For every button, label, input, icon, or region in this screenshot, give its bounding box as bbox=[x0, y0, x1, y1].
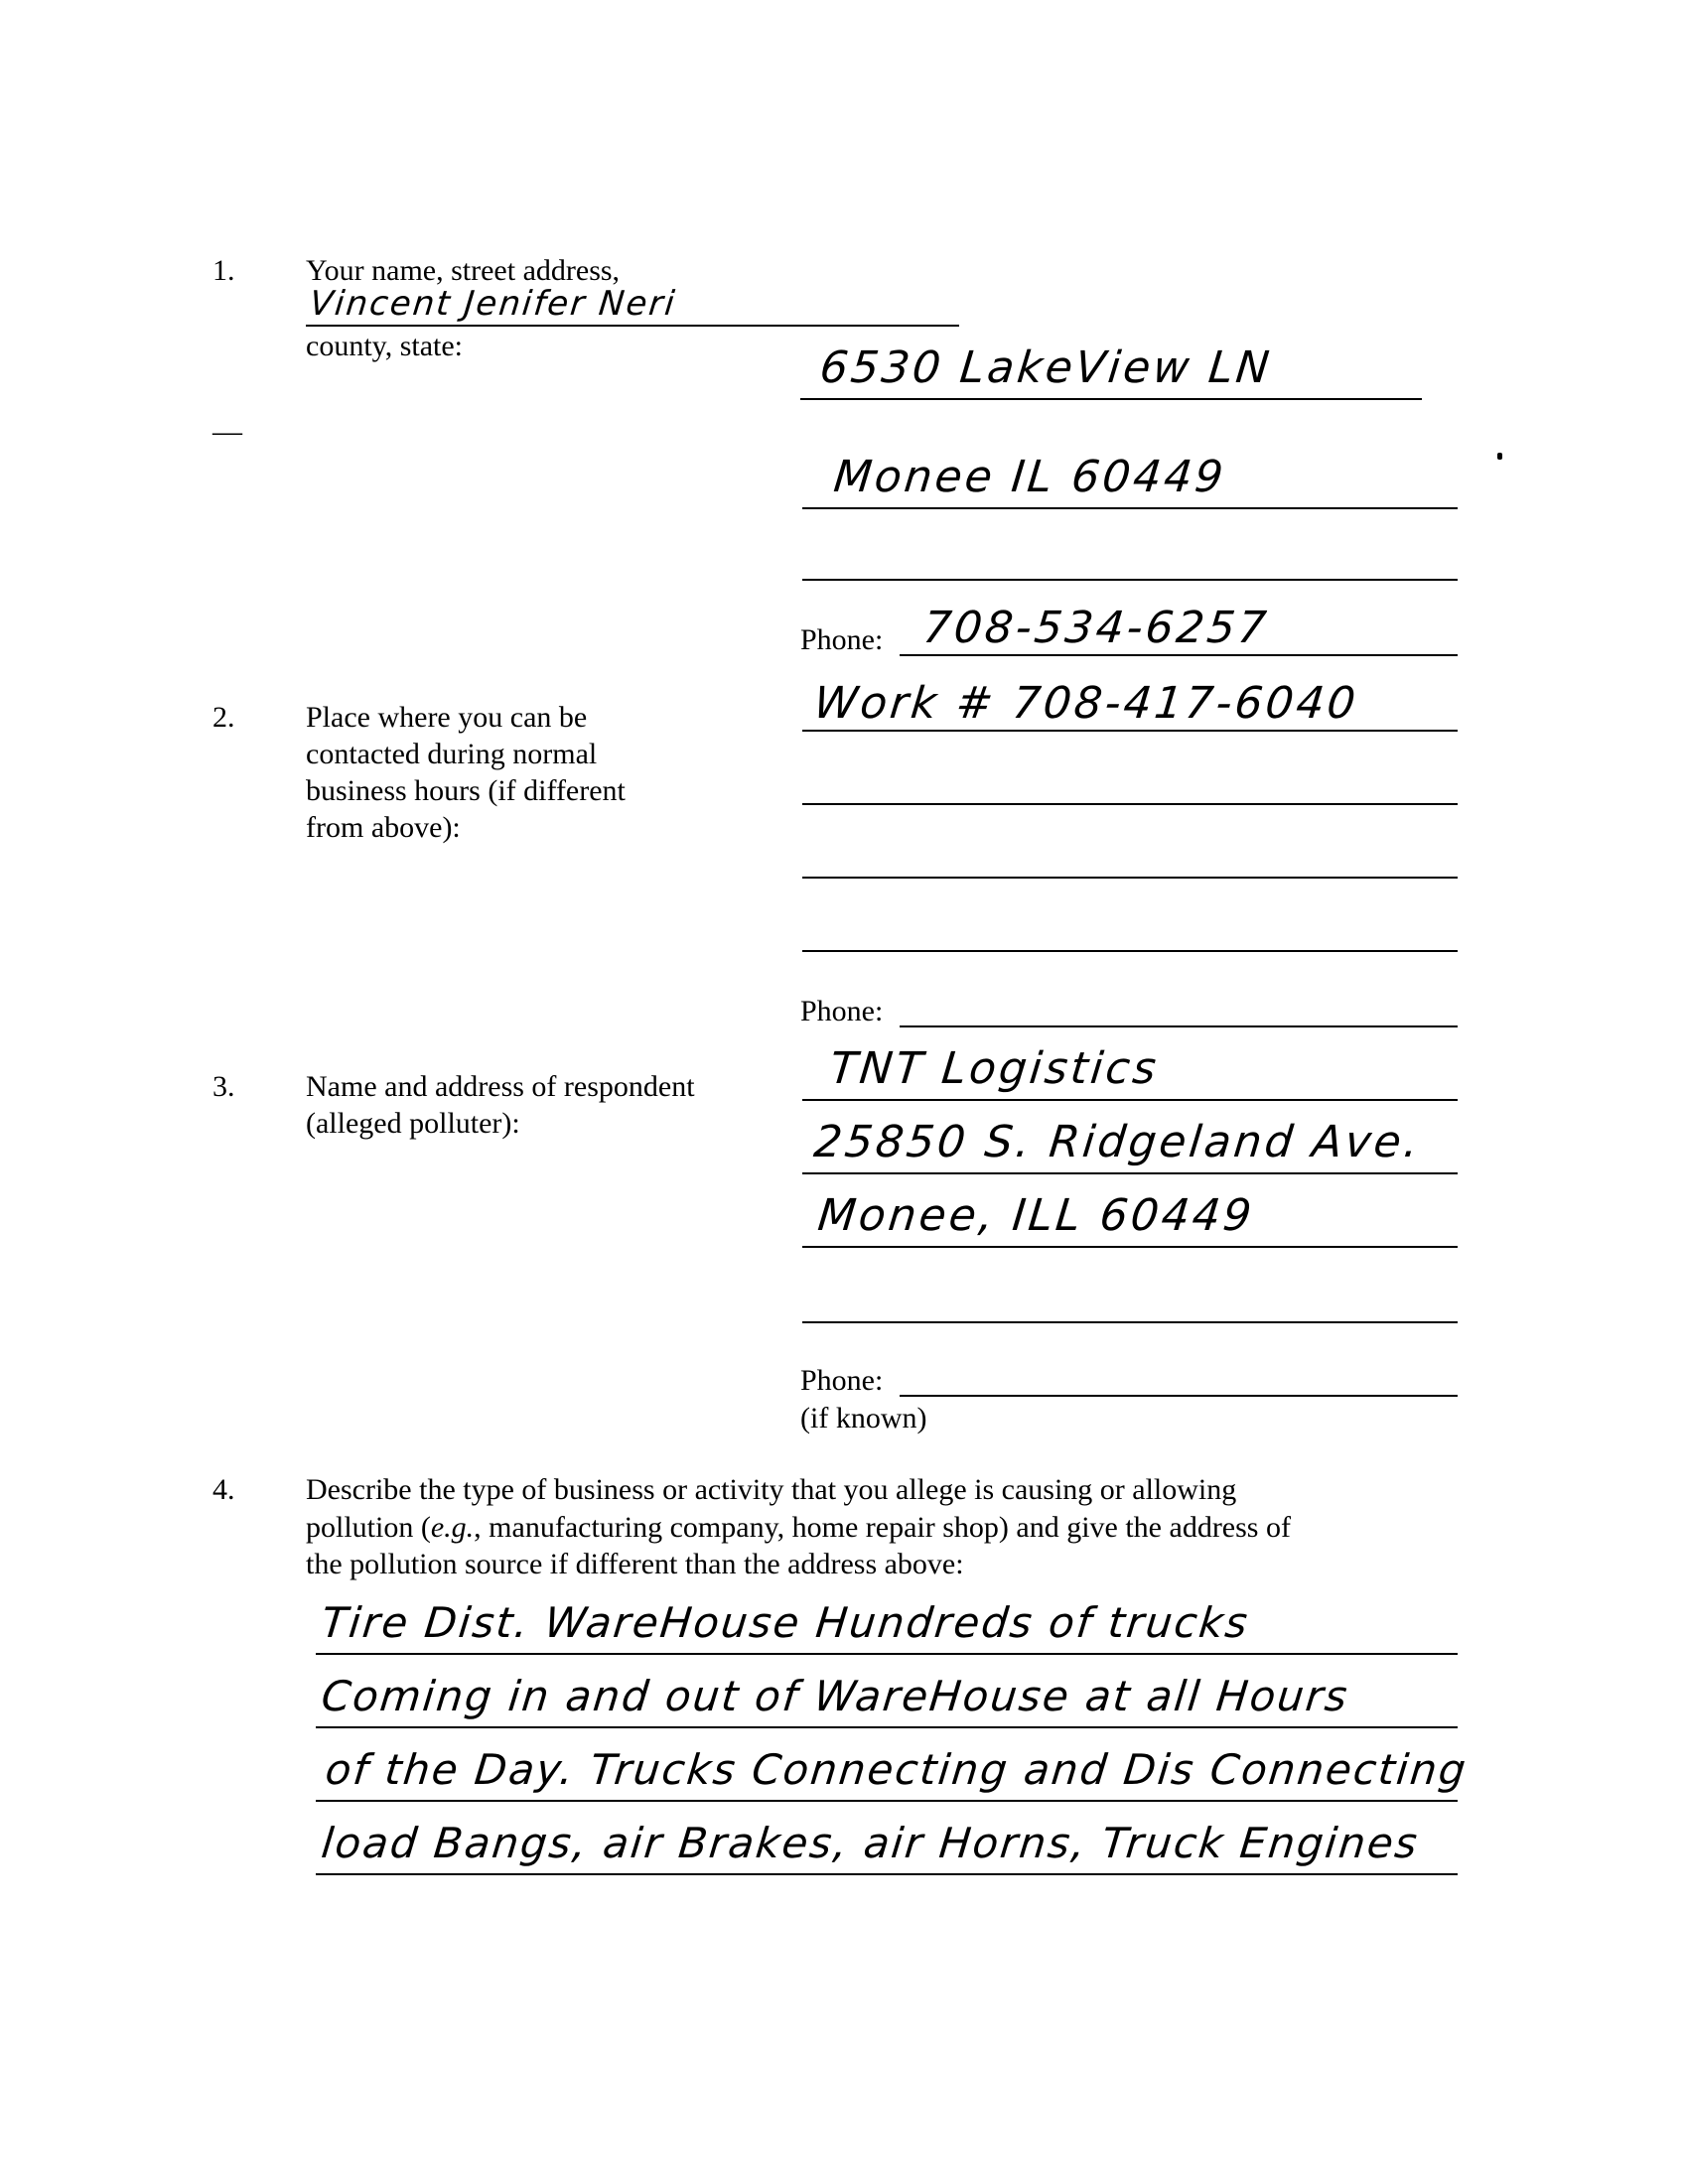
q4-answer-rule3 bbox=[316, 1800, 1458, 1802]
q4-prompt-line3: the pollution source if different than the address above: bbox=[306, 1548, 964, 1580]
q1-address-line1[interactable]: 6530 LakeView LN bbox=[817, 342, 1275, 393]
q1-dash: — bbox=[212, 415, 242, 448]
q3-phone-rule bbox=[900, 1395, 1458, 1397]
q1-address-line2[interactable]: Monee IL 60449 bbox=[831, 452, 1229, 502]
q3-respondent-rule4 bbox=[802, 1321, 1458, 1323]
q2-number: 2. bbox=[212, 701, 235, 734]
q4-answer-rule1 bbox=[316, 1653, 1458, 1655]
q1-name-rule bbox=[306, 325, 959, 327]
q1-address-rule3 bbox=[802, 579, 1458, 581]
q4-answer-rule4 bbox=[316, 1873, 1458, 1875]
q4-prompt-line2-pre: pollution ( bbox=[306, 1511, 431, 1544]
q3-number: 3. bbox=[212, 1070, 235, 1103]
q1-phone-label: Phone: bbox=[800, 623, 884, 656]
q4-prompt-line2 bbox=[306, 1509, 1291, 1546]
q3-respondent-rule2 bbox=[802, 1172, 1458, 1174]
q3-label-line2: (alleged polluter): bbox=[306, 1107, 520, 1140]
q1-phone-rule bbox=[900, 654, 1458, 656]
q1-address-rule1 bbox=[800, 398, 1422, 400]
q3-respondent-line1[interactable]: TNT Logistics bbox=[827, 1043, 1162, 1094]
q4-prompt-line2-post: , manufacturing company, home repair shop) and give the address of bbox=[474, 1511, 1291, 1544]
q3-respondent-line2[interactable]: 25850 S. Ridgeland Ave. bbox=[811, 1117, 1424, 1167]
q3-respondent-line3[interactable]: Monee, ILL 60449 bbox=[815, 1190, 1257, 1241]
q1-name-value[interactable]: Vincent Jenifer Neri bbox=[307, 284, 679, 324]
q3-respondent-rule1 bbox=[802, 1099, 1458, 1101]
q3-phone-label: Phone: bbox=[800, 1364, 884, 1397]
q2-contact-rule2 bbox=[802, 803, 1458, 805]
q4-answer-line2[interactable]: Coming in and out of WareHouse at all Hours bbox=[319, 1672, 1351, 1720]
q4-answer-rule2 bbox=[316, 1726, 1458, 1728]
q2-contact-line1[interactable]: Work # 708-417-6040 bbox=[811, 678, 1361, 729]
q2-contact-rule4 bbox=[802, 950, 1458, 952]
q4-answer-line4[interactable]: load Bangs, air Brakes, air Horns, Truck Engines bbox=[319, 1819, 1422, 1867]
q1-number: 1. bbox=[212, 254, 235, 287]
stray-mark bbox=[1497, 453, 1502, 460]
q1-label-line1: Your name, street address, bbox=[306, 254, 621, 287]
q2-contact-rule1 bbox=[802, 730, 1458, 732]
q3-phone-note: (if known) bbox=[800, 1402, 927, 1434]
q1-label-line2: county, state: bbox=[306, 330, 464, 362]
q1-address-rule2 bbox=[802, 507, 1458, 509]
q2-phone-rule bbox=[900, 1025, 1458, 1027]
q4-number: 4. bbox=[212, 1473, 235, 1506]
q1-phone-value[interactable]: 708-534-6257 bbox=[920, 603, 1272, 653]
q2-label-line4: from above): bbox=[306, 811, 461, 844]
q2-label-line2: contacted during normal bbox=[306, 738, 598, 770]
q2-contact-rule3 bbox=[802, 877, 1458, 879]
q2-label-line3: business hours (if different bbox=[306, 774, 626, 807]
q4-prompt-line2-em: e.g. bbox=[430, 1511, 475, 1544]
q4-prompt-line1: Describe the type of business or activity that you allege is causing or allowing bbox=[306, 1473, 1237, 1506]
q4-answer-line3[interactable]: of the Day. Trucks Connecting and Dis Connecting bbox=[323, 1745, 1471, 1794]
q3-respondent-rule3 bbox=[802, 1246, 1458, 1248]
q3-label-line1: Name and address of respondent bbox=[306, 1070, 695, 1103]
q2-phone-label: Phone: bbox=[800, 995, 884, 1027]
q2-label-line1: Place where you can be bbox=[306, 701, 588, 734]
q4-answer-line1[interactable]: Tire Dist. WareHouse Hundreds of trucks bbox=[319, 1598, 1252, 1647]
